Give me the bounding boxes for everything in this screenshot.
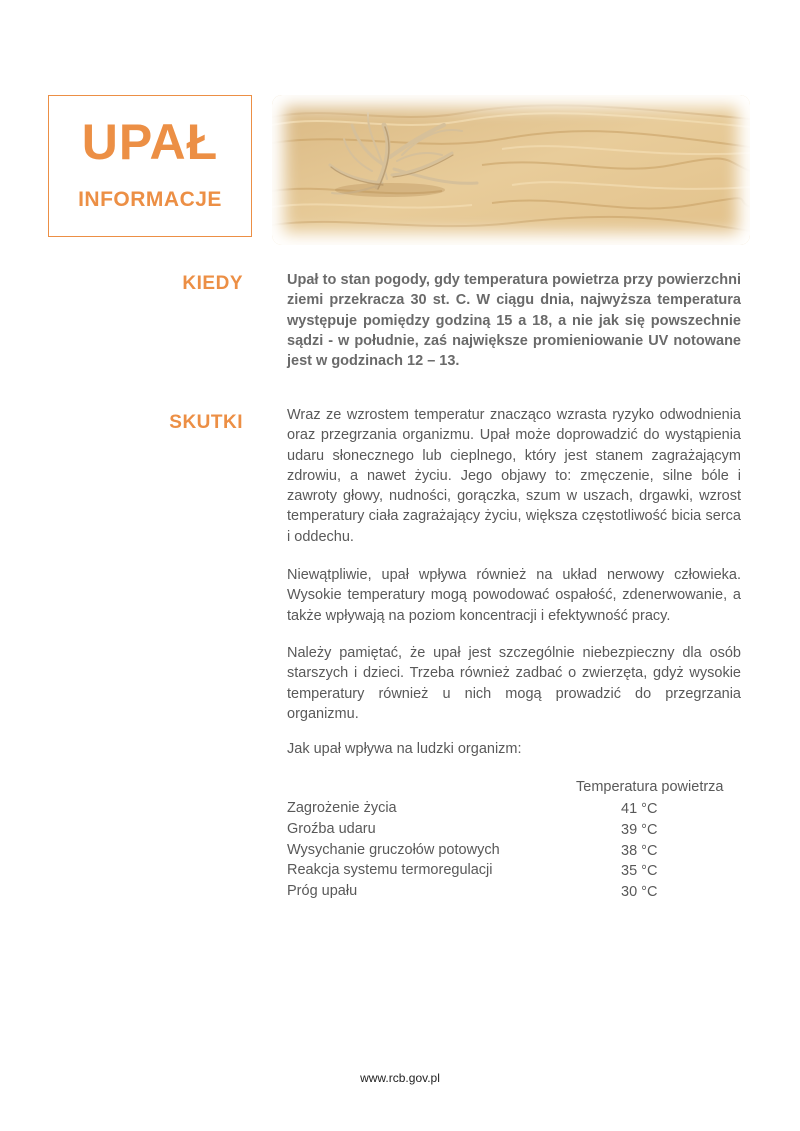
table-row-value: 38 °C <box>621 843 658 859</box>
table-row-value: 39 °C <box>621 822 658 838</box>
header-photo <box>272 95 750 245</box>
table-row <box>287 800 767 821</box>
table-row-name: Zagrożenie życia <box>287 800 397 816</box>
table-row-name: Reakcja systemu termoregulacji <box>287 862 493 878</box>
skutki-paragraph-1: Wraz ze wzrostem temperatur znacząco wzrasta ryzyko odwodnienia oraz przegrzania organizmu. Upał może doprowadzić do wystąpienia udaru słonecznego lub cieplnego, który jest stanem zagrażającym zdrowiu, a nawet życiu. Jego objawy to: zmęczenie, silne bóle i zawroty głowy, nudności, gorączka, szum w uszach, drgawki, wzrost temperatury ciała zagrażający życiu, większa częstotliwość bicia serca i oddechu. <box>287 407 741 545</box>
table-row-name: Próg upału <box>287 883 358 899</box>
table-row-value: 35 °C <box>621 863 658 879</box>
title-box <box>48 95 252 237</box>
desert-driftwood-image <box>272 95 750 245</box>
table-row-name: Wysychanie gruczołów potowych <box>287 842 500 858</box>
skutki-paragraph-2: Niewątpliwie, upał wpływa również na układ nerwowy człowieka. Wysokie temperatury mogą powodować ospałość, zdenerwowanie, a także wpływają na poziom koncentracji i efektywność pracy. <box>287 567 741 624</box>
table-row-value: 41 °C <box>621 801 658 817</box>
kiedy-text: Upał to stan pogody, gdy temperatura powietrza przy powierzchni ziemi przekracza 30 st. C. W ciągu dnia, najwyższa temperatura występuje pomiędzy godziną 15 a 18, a nie jak się powszechnie sądzi - w południe, zaś największe promieniowanie UV notowane jest w godzinach 12 – 13. <box>287 272 741 370</box>
section-label-skutki: SKUTKI <box>169 412 243 433</box>
page-title: UPAŁ <box>81 114 219 170</box>
footer-url[interactable]: www.rcb.gov.pl <box>360 1071 440 1085</box>
table-row <box>287 842 767 863</box>
section-label-kiedy: KIEDY <box>182 273 243 294</box>
table-row <box>287 883 767 904</box>
table-header-temperature: Temperatura powietrza <box>576 779 724 795</box>
table-row-value: 30 °C <box>621 884 658 900</box>
table-row-name: Groźba udaru <box>287 821 376 837</box>
skutki-paragraph-3: Należy pamiętać, że upał jest szczególnie niebezpieczny dla osób starszych i dzieci. Trzeba również zadbać o zwierzęta, gdyż wysokie temperatury również u nich mogą prowadzić do przegrzania organizmu. <box>287 645 741 722</box>
table-row <box>287 862 767 883</box>
skutki-table-intro: Jak upał wpływa na ludzki organizm: <box>287 741 522 757</box>
page-subtitle: INFORMACJE <box>78 188 222 211</box>
table-row <box>287 821 767 842</box>
